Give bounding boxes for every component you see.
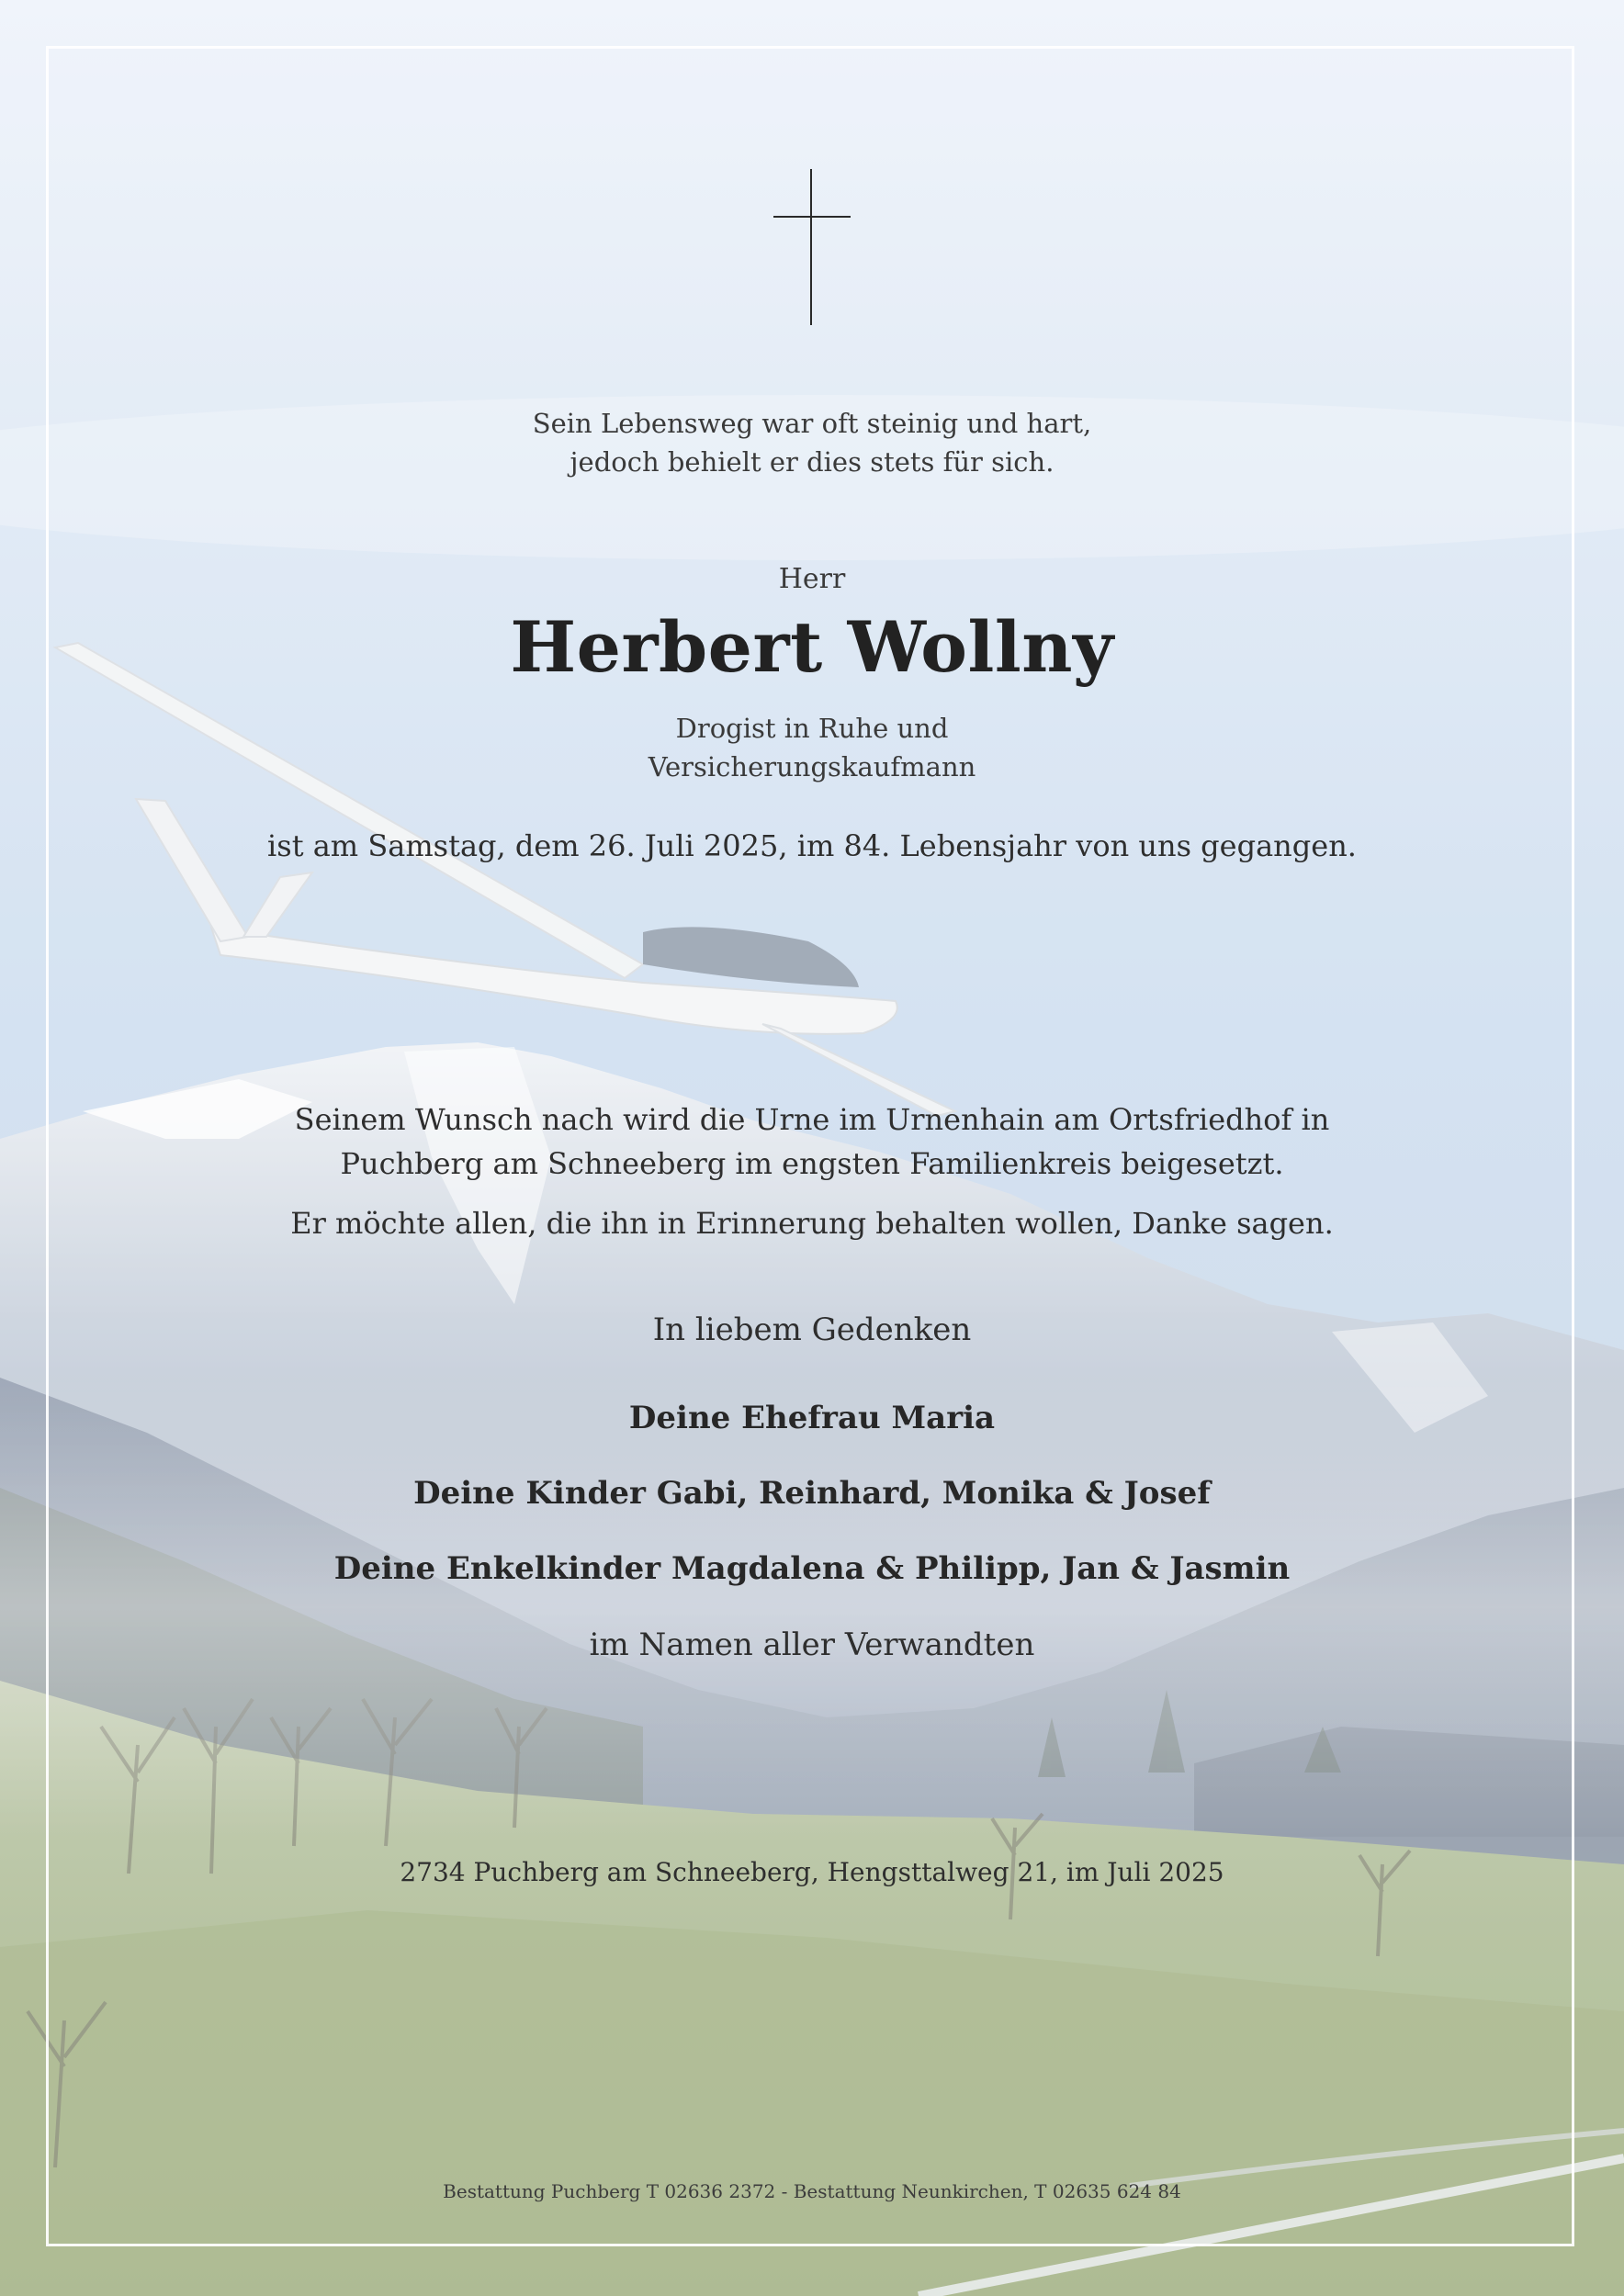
mourner-spouse: Deine Ehefrau Maria [628, 1400, 996, 1436]
deceased-name: Herbert Wollny [510, 606, 1114, 688]
burial-line-2: Puchberg am Schneeberg im engsten Familienkreis beigesetzt. [340, 1146, 1284, 1181]
quote [0, 404, 1624, 481]
address-line: 2734 Puchberg am Schneeberg, Hengsttalweg 21, im Juli 2025 [400, 1857, 1224, 1887]
mourner-relatives: im Namen aller Verwandten [589, 1626, 1035, 1663]
burial-line-1: Seinem Wunsch nach wird die Urne im Urnenhain am Ortsfriedhof in [294, 1102, 1330, 1137]
burial-notice [0, 1097, 1624, 1186]
profession-line-2: Versicherungskaufmann [648, 751, 976, 782]
thanks-text: Er möchte allen, die ihn in Erinnerung behalten wollen, Danke sagen. [290, 1206, 1334, 1241]
quote-line-1: Sein Lebensweg war oft steinig und hart, [532, 408, 1092, 439]
funeral-home-footer: Bestattung Puchberg T 02636 2372 - Bestattung Neunkirchen, T 02635 624 84 [443, 2180, 1181, 2202]
cross-icon [0, 169, 1624, 325]
salutation: Herr [778, 563, 846, 595]
profession [0, 709, 1624, 786]
profession-line-1: Drogist in Ruhe und [675, 713, 949, 744]
quote-line-2: jedoch behielt er dies stets für sich. [570, 446, 1054, 478]
death-notice: ist am Samstag, dem 26. Juli 2025, im 84. Lebensjahr von uns gegangen. [267, 828, 1357, 863]
mourner-children: Deine Kinder Gabi, Reinhard, Monika & Josef [413, 1475, 1211, 1512]
memory-heading: In liebem Gedenken [652, 1311, 972, 1348]
mourner-grandchildren: Deine Enkelkinder Magdalena & Philipp, Jan & Jasmin [333, 1550, 1291, 1587]
